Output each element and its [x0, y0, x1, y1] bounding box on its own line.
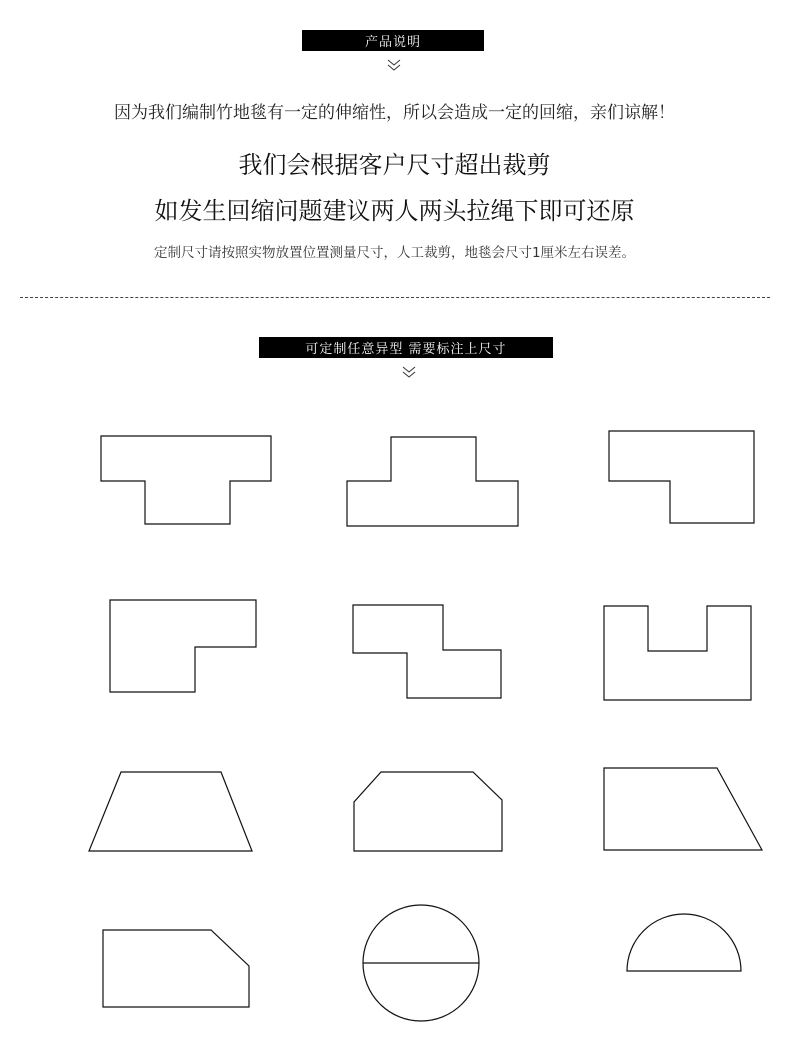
note-measure: 定制尺寸请按照实物放置位置测量尺寸，人工裁剪，地毯会尺寸1厘米左右误差。: [153, 245, 636, 261]
trapezoid: [89, 772, 252, 851]
section-banner-custom-shapes: 可定制任意异型 需要标注上尺寸: [259, 337, 553, 358]
inverted-t-shape: [101, 436, 271, 524]
semicircle: [627, 914, 741, 971]
z-shape: [353, 605, 501, 698]
circle-with-diameter: [363, 905, 479, 1021]
section-banner-product-info: 产品说明: [302, 30, 484, 51]
note-cut-oversize: 我们会根据客户尺寸超出裁剪: [238, 151, 551, 179]
note-shrinkage: 因为我们编制竹地毯有一定的伸缩性，所以会造成一定的回缩，亲们谅解！: [114, 103, 675, 123]
right-trapezoid: [604, 768, 762, 850]
l-shape: [110, 600, 256, 692]
note-restore: 如发生回缩问题建议两人两头拉绳下即可还原: [154, 197, 635, 225]
u-shape: [604, 606, 751, 700]
l-step-shape: [609, 431, 754, 523]
chamfered-top-shape: [354, 772, 502, 851]
t-shape: [347, 437, 518, 526]
cut-corner-rectangle: [103, 930, 249, 1007]
